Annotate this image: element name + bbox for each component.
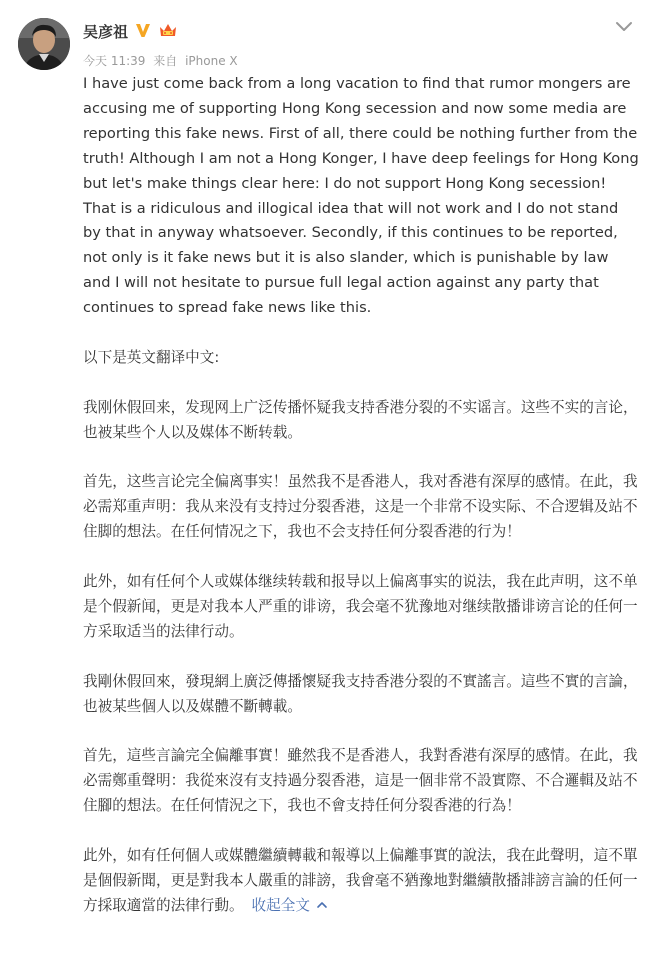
- post-paragraph-traditional-1: 我剛休假回來，發現網上廣泛傳播懷疑我支持香港分裂的不實謠言。這些不實的言論，也被某些個人以及媒體不斷轉載。: [83, 672, 638, 715]
- post-paragraph-traditional-3: [83, 844, 639, 919]
- collapse-label: 收起全文: [251, 896, 310, 914]
- post-paragraph-simplified-2: 首先，这些言论完全偏离事实！虽然我不是香港人，我对香港有深厚的感情。在此，我必需郑重声明：我从来没有支持过分裂香港，这是一个非常不设实际、不合逻辑及站不住脚的想法。在任何情况之下，我也不会支持任何分裂香港的行为！: [83, 473, 638, 541]
- post-paragraph-simplified-1: 我刚休假回来，发现网上广泛传播怀疑我支持香港分裂的不实谣言。这些不实的言论，也被某些个人以及媒体不断转载。: [83, 398, 638, 441]
- post-paragraph-simplified-3: 此外，如有任何个人或媒体继续转载和报导以上偏离事实的说法，我在此声明，这不单是个假新闻，更是对我本人严重的诽谤，我会毫不犹豫地对继续散播诽谤言论的任何一方采取适当的法律行动。: [83, 573, 638, 640]
- post-timestamp[interactable]: 今天 11:39: [83, 54, 146, 68]
- post-paragraph-english: I have just come back from a long vacation to find that rumor mongers are accusing me of supporting Hong Kong secession and now some media are reporting this fake news. First of all, there could be nothing further from the truth! Although I am not a Hong Konger, I have deep feelings for Hong Kong but let's make things clear here: I do not support Hong Kong secession! That is a ridiculous and illogical idea that will not work and I do not stand by that in anyway whatsoever. Secondly, if this continues to be reported, not only is it fake news but it is also slander, which is punishable by law and I will not hesitate to pursue full legal action against any party that continues to spread fake news like this.: [83, 75, 639, 317]
- post-paragraph-translation-note: 以下是英文翻译中文:: [83, 348, 220, 366]
- verified-v-icon: [134, 21, 152, 39]
- collapse-full-text-button[interactable]: [252, 897, 328, 914]
- post-meta: [83, 52, 242, 69]
- post-device[interactable]: iPhone X: [185, 54, 238, 68]
- post-source-prefix: 来自: [153, 54, 178, 68]
- vip-member-icon[interactable]: [158, 21, 178, 39]
- post-paragraph-traditional-3-text: 此外，如有任何個人或媒體繼續轉載和報導以上偏離事實的說法，我在此聲明，這不單是個假新聞，更是對我本人嚴重的誹謗，我會毫不猶豫地對繼續散播誹謗言論的任何一方採取適當的法律行動。: [83, 846, 638, 914]
- post-paragraph-traditional-2: 首先，這些言論完全偏離事實！雖然我不是香港人，我對香港有深厚的感情。在此，我必需鄭重聲明：我從來沒有支持過分裂香港，這是一個非常不設實際、不合邏輯及站不住腳的想法。在任何情況之下，我也不會支持任何分裂香港的行為！: [83, 747, 638, 815]
- post-body: [83, 72, 639, 919]
- author-avatar[interactable]: [18, 18, 70, 70]
- chevron-down-icon[interactable]: [612, 14, 636, 38]
- chevron-up-icon: [316, 900, 328, 910]
- author-name[interactable]: 吴彦祖: [83, 23, 129, 41]
